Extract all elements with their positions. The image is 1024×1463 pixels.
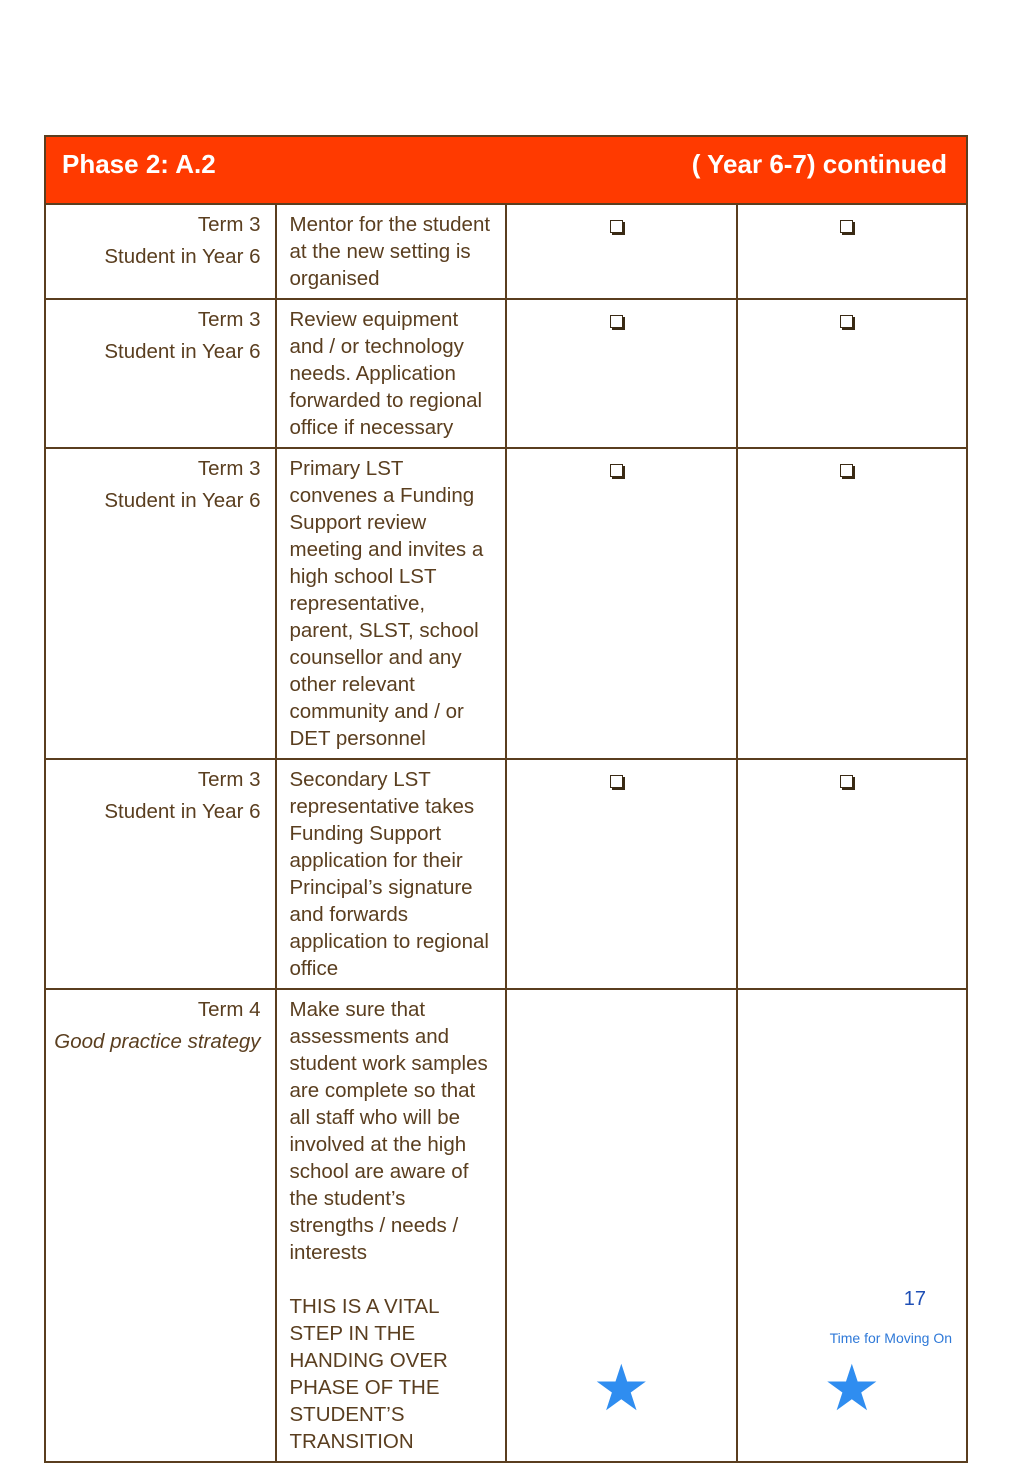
checkbox-icon[interactable]	[610, 464, 623, 477]
phase-header	[45, 136, 967, 204]
term-label: Term 4	[197, 998, 261, 1021]
checkbox-icon[interactable]	[610, 315, 623, 328]
year-label: Student in Year 6	[104, 245, 261, 268]
task-description: Primary LST convenes a Funding Support review meeting and invites a high school LST representative, parent, SLST, school counsellor and any other relevant community and / or DET personnel	[276, 448, 507, 759]
table-row	[45, 299, 967, 448]
task-description: Mentor for the student at the new setting is organised	[276, 204, 507, 299]
checkbox-cell[interactable]	[506, 448, 737, 759]
checkbox-icon[interactable]	[840, 775, 853, 788]
year-label: Student in Year 6	[104, 489, 261, 512]
vital-step-note: THIS IS A VITAL STEP IN THE HANDING OVER PHASE OF THE STUDENT’S TRANSITION	[289, 1295, 448, 1453]
checkbox-cell[interactable]	[506, 759, 737, 989]
year-label: Student in Year 6	[104, 340, 261, 363]
term-label: Term 3	[197, 213, 261, 236]
table-row	[45, 448, 967, 759]
timing-cell	[45, 759, 276, 989]
star-icon: ★	[592, 1352, 650, 1424]
task-description: Review equipment and / or technology needs. Application forwarded to regional office if necessary	[276, 299, 507, 448]
timing-cell	[45, 448, 276, 759]
task-description: Make sure that assessments and student work samples are complete so that all staff who will be involved at the high school are aware of the student’s strengths / needs / interests	[289, 998, 488, 1264]
timing-cell	[45, 989, 276, 1462]
transition-checklist-table	[44, 135, 968, 1463]
checkbox-cell[interactable]	[737, 759, 968, 989]
term-label: Term 3	[197, 768, 261, 791]
checkbox-cell[interactable]	[506, 299, 737, 448]
year-label: Student in Year 6	[104, 800, 261, 823]
phase-title: Phase 2: A.2	[62, 148, 216, 179]
checkbox-cell[interactable]	[737, 204, 968, 299]
timing-cell	[45, 299, 276, 448]
table-row	[45, 204, 967, 299]
checkbox-cell[interactable]	[737, 299, 968, 448]
checkbox-cell[interactable]	[737, 448, 968, 759]
table-row	[45, 759, 967, 989]
star-cell	[506, 989, 737, 1462]
term-label: Term 3	[197, 308, 261, 331]
page-number: 17	[903, 1288, 926, 1310]
checkbox-icon[interactable]	[840, 315, 853, 328]
checkbox-icon[interactable]	[610, 775, 623, 788]
table-row	[45, 989, 967, 1462]
checkbox-cell[interactable]	[506, 204, 737, 299]
star-icon: ★	[823, 1352, 881, 1424]
good-practice-label: Good practice strategy	[54, 1030, 261, 1053]
footer-title: Time for Moving On	[829, 1330, 952, 1346]
checkbox-icon[interactable]	[840, 220, 853, 233]
term-label: Term 3	[197, 457, 261, 480]
year-range-title: ( Year 6-7) continued	[691, 148, 947, 179]
checkbox-icon[interactable]	[840, 464, 853, 477]
star-cell	[737, 989, 968, 1462]
task-description: Secondary LST representative takes Funding Support application for their Principal’s signature and forwards application to regional office	[276, 759, 507, 989]
timing-cell	[45, 204, 276, 299]
task-description-cell	[276, 989, 507, 1462]
checkbox-icon[interactable]	[610, 220, 623, 233]
